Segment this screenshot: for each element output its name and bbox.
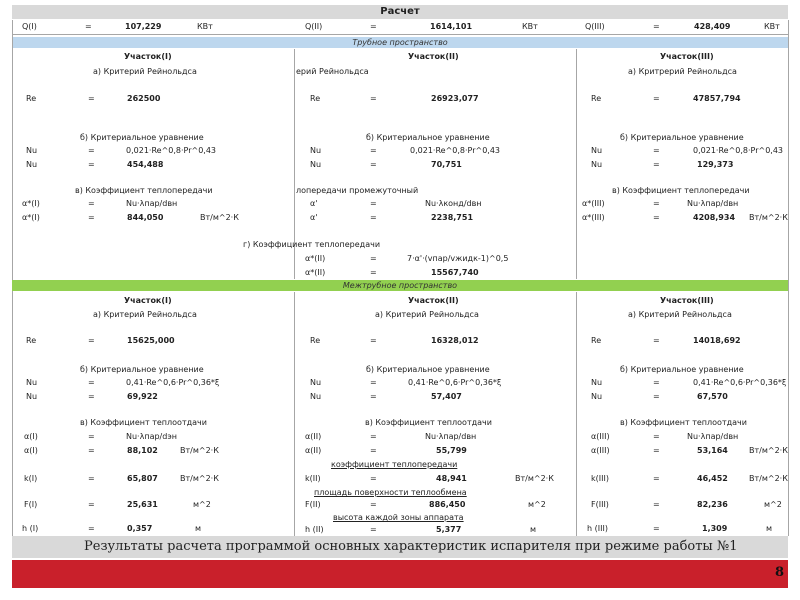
shell-col2-h-unit: м [530,525,537,534]
shell-col2-a-value: 55,799 [436,446,467,455]
shell-col2-nu-label: Nu [310,378,322,387]
shell-col1-k-eq: = [88,474,95,483]
shell-col3-head: Участок(III) [660,296,714,305]
tube-g-value: 15567,740 [431,268,479,277]
tube-g-formula: 7·α'·(vпар/vжидк-1)^0,5 [407,254,509,263]
shell-col2-re-value: 16328,012 [431,336,479,345]
tube-col2-nu-value: 70,751 [431,160,462,169]
tube-col3-re-value: 47857,794 [693,94,741,103]
shell-col1-heat-head: в) Коэффициент теплоотдачи [80,418,207,427]
shell-col3-h-value: 1,309 [702,524,728,533]
tube-col3-nu2-eq: = [653,160,660,169]
shell-col3-f-eq: = [653,500,660,509]
column-divider [294,292,295,536]
shell-col1-nu-formula: 0,41·Re^0,6·Pr^0,36*ξ [126,378,220,387]
tube-col1-re-eq: = [88,94,95,103]
shell-col3-k-label: k(III) [591,474,609,483]
shell-col2-k-eq: = [370,474,377,483]
q3-label: Q(III) [585,22,605,31]
sheet-title: Расчет [12,5,788,19]
slide-caption [12,536,788,558]
shell-col1-k-unit: Вт/м^2·К [180,474,219,483]
shell-col2-f-unit: м^2 [528,500,546,509]
tube-col1-a-eq: = [88,199,95,208]
shell-col3-nu2-label: Nu [591,392,603,401]
heat-load-row [12,20,788,34]
shell-col1-a-label: α(I) [24,432,38,441]
shell-col3-f-value: 82,236 [697,500,728,509]
shell-col1-nu-value: 69,922 [127,392,158,401]
shell-col2-k-value: 48,941 [436,474,467,483]
shell-col1-re-value: 15625,000 [127,336,175,345]
shell-col1-a-value: 88,102 [127,446,158,455]
tube-col3-nu-formula: 0,021·Re^0,8·Pr^0,43 [693,146,784,155]
page-number: 8 [774,565,784,580]
shell-col2-f-value: 886,450 [429,500,466,509]
tube-col2-a-label: α' [310,199,318,208]
shell-col1-nu2-label: Nu [26,392,38,401]
shell-col1-h-label: h (I) [22,524,39,533]
shell-col3-heat-head: в) Коэффициент теплоотдачи [620,418,747,427]
q1-label: Q(I) [22,22,37,31]
q3-eq: = [653,22,660,31]
shell-col1-a-eq: = [88,432,95,441]
shell-col2-nu-formula: 0,41·Re^0,6·Pr^0,36*ξ [408,378,502,387]
frame-right [788,20,789,536]
tube-col3-nu-eq: = [653,146,660,155]
shell-col1-k-label: k(I) [24,474,38,483]
shell-col2-k-label: k(II) [305,474,321,483]
shell-col2-re-eq: = [370,336,377,345]
shell-col2-k-unit: Вт/м^2·К [515,474,554,483]
shell-col1-f-value: 25,631 [127,500,158,509]
tube-col2-head: Участок(II) [408,52,459,61]
q2-label: Q(II) [305,22,323,31]
shell-col2-h-value: 5,377 [436,525,462,534]
shell-col3-re-label: Re [591,336,602,345]
tube-col2-reynolds-head: ерий Рейнольдса [296,67,369,76]
shell-k-head: коэффициент теплопередачи [331,460,458,469]
tube-col2-nu2-eq: = [370,160,377,169]
shell-col3-h-eq: = [653,524,660,533]
tube-col1-nu-label: Nu [26,146,38,155]
tube-col1-a2-label: α*(I) [22,213,40,222]
shell-col2-nu-value: 57,407 [431,392,462,401]
shell-col3-nu-value: 67,570 [697,392,728,401]
shell-col2-a-formula: Nu·λпар/dвн [425,432,477,441]
shell-col1-nu-label: Nu [26,378,38,387]
shell-col1-head: Участок(I) [124,296,172,305]
tube-col2-nu-formula: 0,021·Re^0,8·Pr^0,43 [410,146,501,155]
shell-col2-a2-label: α(II) [305,446,322,455]
tube-col2-re-value: 26923,077 [431,94,479,103]
tube-col3-re-label: Re [591,94,602,103]
shell-col3-nu-eq: = [653,378,660,387]
q2-unit: КВт [522,22,538,31]
tube-col3-re-eq: = [653,94,660,103]
shell-col2-a2-eq: = [370,446,377,455]
shell-col3-h-unit: м [766,524,773,533]
shell-h-head: высота каждой зоны аппарата [333,513,464,522]
shell-col3-nu2-eq: = [653,392,660,401]
tube-col2-re-eq: = [370,94,377,103]
tube-g-formula-label: α*(II) [305,254,326,263]
row-divider [12,34,788,35]
tube-col3-a-label: α*(III) [582,199,605,208]
tube-space-band: Трубное пространство [12,37,788,48]
shell-col2-nu2-label: Nu [310,392,322,401]
tube-col3-heat-head: в) Коэффициент теплопередачи [612,186,750,195]
shell-col1-k-value: 65,807 [127,474,158,483]
tube-col1-nu-eq: = [88,146,95,155]
tube-col1-a2-eq: = [88,213,95,222]
tube-col3-a-eq: = [653,199,660,208]
tube-col2-a-value: 2238,751 [431,213,474,222]
tube-col3-nu-label: Nu [591,146,603,155]
shell-col1-a2-label: α(I) [24,446,38,455]
tube-col1-nu2-label: Nu [26,160,38,169]
shell-col1-reynolds-head: а) Критерий Рейнольдса [93,310,197,319]
shell-col2-re-label: Re [310,336,321,345]
tube-col3-a2-eq: = [653,213,660,222]
q3-value: 428,409 [694,22,731,31]
shell-col3-a-label: α(III) [591,432,610,441]
tube-col1-a-label: α*(I) [22,199,40,208]
shell-col3-crit-head: б) Критериальное уравнение [620,365,744,374]
shell-col3-f-label: F(III) [591,500,609,509]
shell-space-band: Межтрубное пространство [12,280,788,291]
tube-col2-heat-head: лопередачи промежуточный [296,186,419,195]
shell-col3-k-value: 46,452 [697,474,728,483]
tube-g-value-label: α*(II) [305,268,326,277]
shell-col3-re-value: 14018,692 [693,336,741,345]
tube-col3-a2-label: α*(III) [582,213,605,222]
tube-col3-a-formula: Nu·λпар/dвн [687,199,739,208]
tube-col3-reynolds-head: а) Критрерий Рейнольдса [628,67,737,76]
shell-col3-re-eq: = [653,336,660,345]
shell-col1-a2-eq: = [88,446,95,455]
shell-col2-a-label: α(II) [305,432,322,441]
tube-col1-a-value: 844,050 [127,213,164,222]
shell-col2-reynolds-head: а) Критерий Рейнольдса [375,310,479,319]
shell-col1-f-unit: м^2 [193,500,211,509]
shell-col3-nu-label: Nu [591,378,603,387]
shell-col1-a-unit: Вт/м^2·К [180,446,219,455]
tube-col2-a-eq: = [370,199,377,208]
tube-col1-reynolds-head: а) Критерий Рейнольдса [93,67,197,76]
column-divider [576,292,577,536]
tube-col3-nu-value: 129,373 [697,160,734,169]
shell-col1-f-label: F(I) [24,500,38,509]
tube-col1-a-unit: Вт/м^2·К [200,213,239,222]
shell-col2-crit-head: б) Критериальное уравнение [366,365,490,374]
q2-eq: = [370,22,377,31]
tube-col1-re-label: Re [26,94,37,103]
tube-g-head: г) Коэффициент теплопередачи [243,240,381,249]
shell-col1-h-eq: = [88,524,95,533]
tube-col2-nu-label: Nu [310,146,322,155]
q1-value: 107,229 [125,22,162,31]
shell-col3-f-unit: м^2 [764,500,782,509]
shell-col3-h-label: h (III) [587,524,608,533]
shell-col3-a-formula: Nu·λпар/dвн [687,432,739,441]
tube-col2-nu-eq: = [370,146,377,155]
shell-col1-crit-head: б) Критериальное уравнение [80,365,204,374]
shell-col1-h-value: 0,357 [127,524,153,533]
shell-col3-reynolds-head: а) Критерий Рейнольдса [628,310,732,319]
tube-col2-a2-eq: = [370,213,377,222]
tube-col3-a-value: 4208,934 [693,213,736,222]
tube-g-formula-eq: = [370,254,377,263]
shell-col1-nu-eq: = [88,378,95,387]
shell-col1-h-unit: м [195,524,202,533]
tube-col1-nu2-eq: = [88,160,95,169]
tube-col3-crit-head: б) Критериальное уравнение [620,133,744,142]
shell-col3-a2-label: α(III) [591,446,610,455]
tube-col3-nu2-label: Nu [591,160,603,169]
shell-col2-heat-head: в) Коэффициент теплоотдачи [365,418,492,427]
footer-bar [12,560,788,588]
shell-col3-k-eq: = [653,474,660,483]
shell-col2-f-eq: = [370,500,377,509]
tube-col2-a-formula: Nu·λконд/dвн [425,199,482,208]
frame-left [12,20,13,536]
caption-text: Результаты расчета программой основных характеристик испарителя при режиме работы №1 [84,539,738,554]
shell-col1-re-label: Re [26,336,37,345]
tube-col1-nu-value: 454,488 [127,160,164,169]
shell-col3-a-unit: Вт/м^2·К [749,446,788,455]
tube-col1-head: Участок(I) [124,52,172,61]
shell-col1-nu2-eq: = [88,392,95,401]
shell-col1-a-formula: Nu·λпар/dэн [126,432,177,441]
tube-col3-a-unit: Вт/м^2·К [749,213,788,222]
tube-col2-nu2-label: Nu [310,160,322,169]
tube-col1-re-value: 262500 [127,94,161,103]
shell-col2-nu2-eq: = [370,392,377,401]
tube-col2-re-label: Re [310,94,321,103]
shell-col3-nu-formula: 0,41·Re^0,6·Pr^0,36*ξ [693,378,787,387]
q1-unit: КВт [197,22,213,31]
shell-col3-a-eq: = [653,432,660,441]
tube-col2-a2-label: α' [310,213,318,222]
q2-value: 1614,101 [430,22,473,31]
shell-col3-a2-eq: = [653,446,660,455]
shell-col3-k-unit: Вт/м^2·К [749,474,788,483]
tube-col1-crit-head: б) Критериальное уравнение [80,133,204,142]
shell-col2-h-label: h (II) [305,525,324,534]
tube-col2-crit-head: б) Критериальное уравнение [366,133,490,142]
shell-col2-f-label: F(II) [305,500,321,509]
shell-col2-head: Участок(II) [408,296,459,305]
shell-col2-h-eq: = [370,525,377,534]
q3-unit: КВт [764,22,780,31]
shell-col1-re-eq: = [88,336,95,345]
column-divider [576,49,577,279]
shell-col3-a-value: 53,164 [697,446,728,455]
tube-col1-a-formula: Nu·λпар/dвн [126,199,178,208]
tube-col3-head: Участок(III) [660,52,714,61]
shell-col1-f-eq: = [88,500,95,509]
tube-col1-nu-formula: 0,021·Re^0,8·Pr^0,43 [126,146,217,155]
shell-col2-nu-eq: = [370,378,377,387]
q1-eq: = [85,22,92,31]
shell-col2-a-eq: = [370,432,377,441]
tube-g-value-eq: = [370,268,377,277]
shell-f-head: площадь поверхности теплообмена [314,488,467,497]
tube-col1-heat-head: в) Коэффициент теплопередачи [75,186,213,195]
